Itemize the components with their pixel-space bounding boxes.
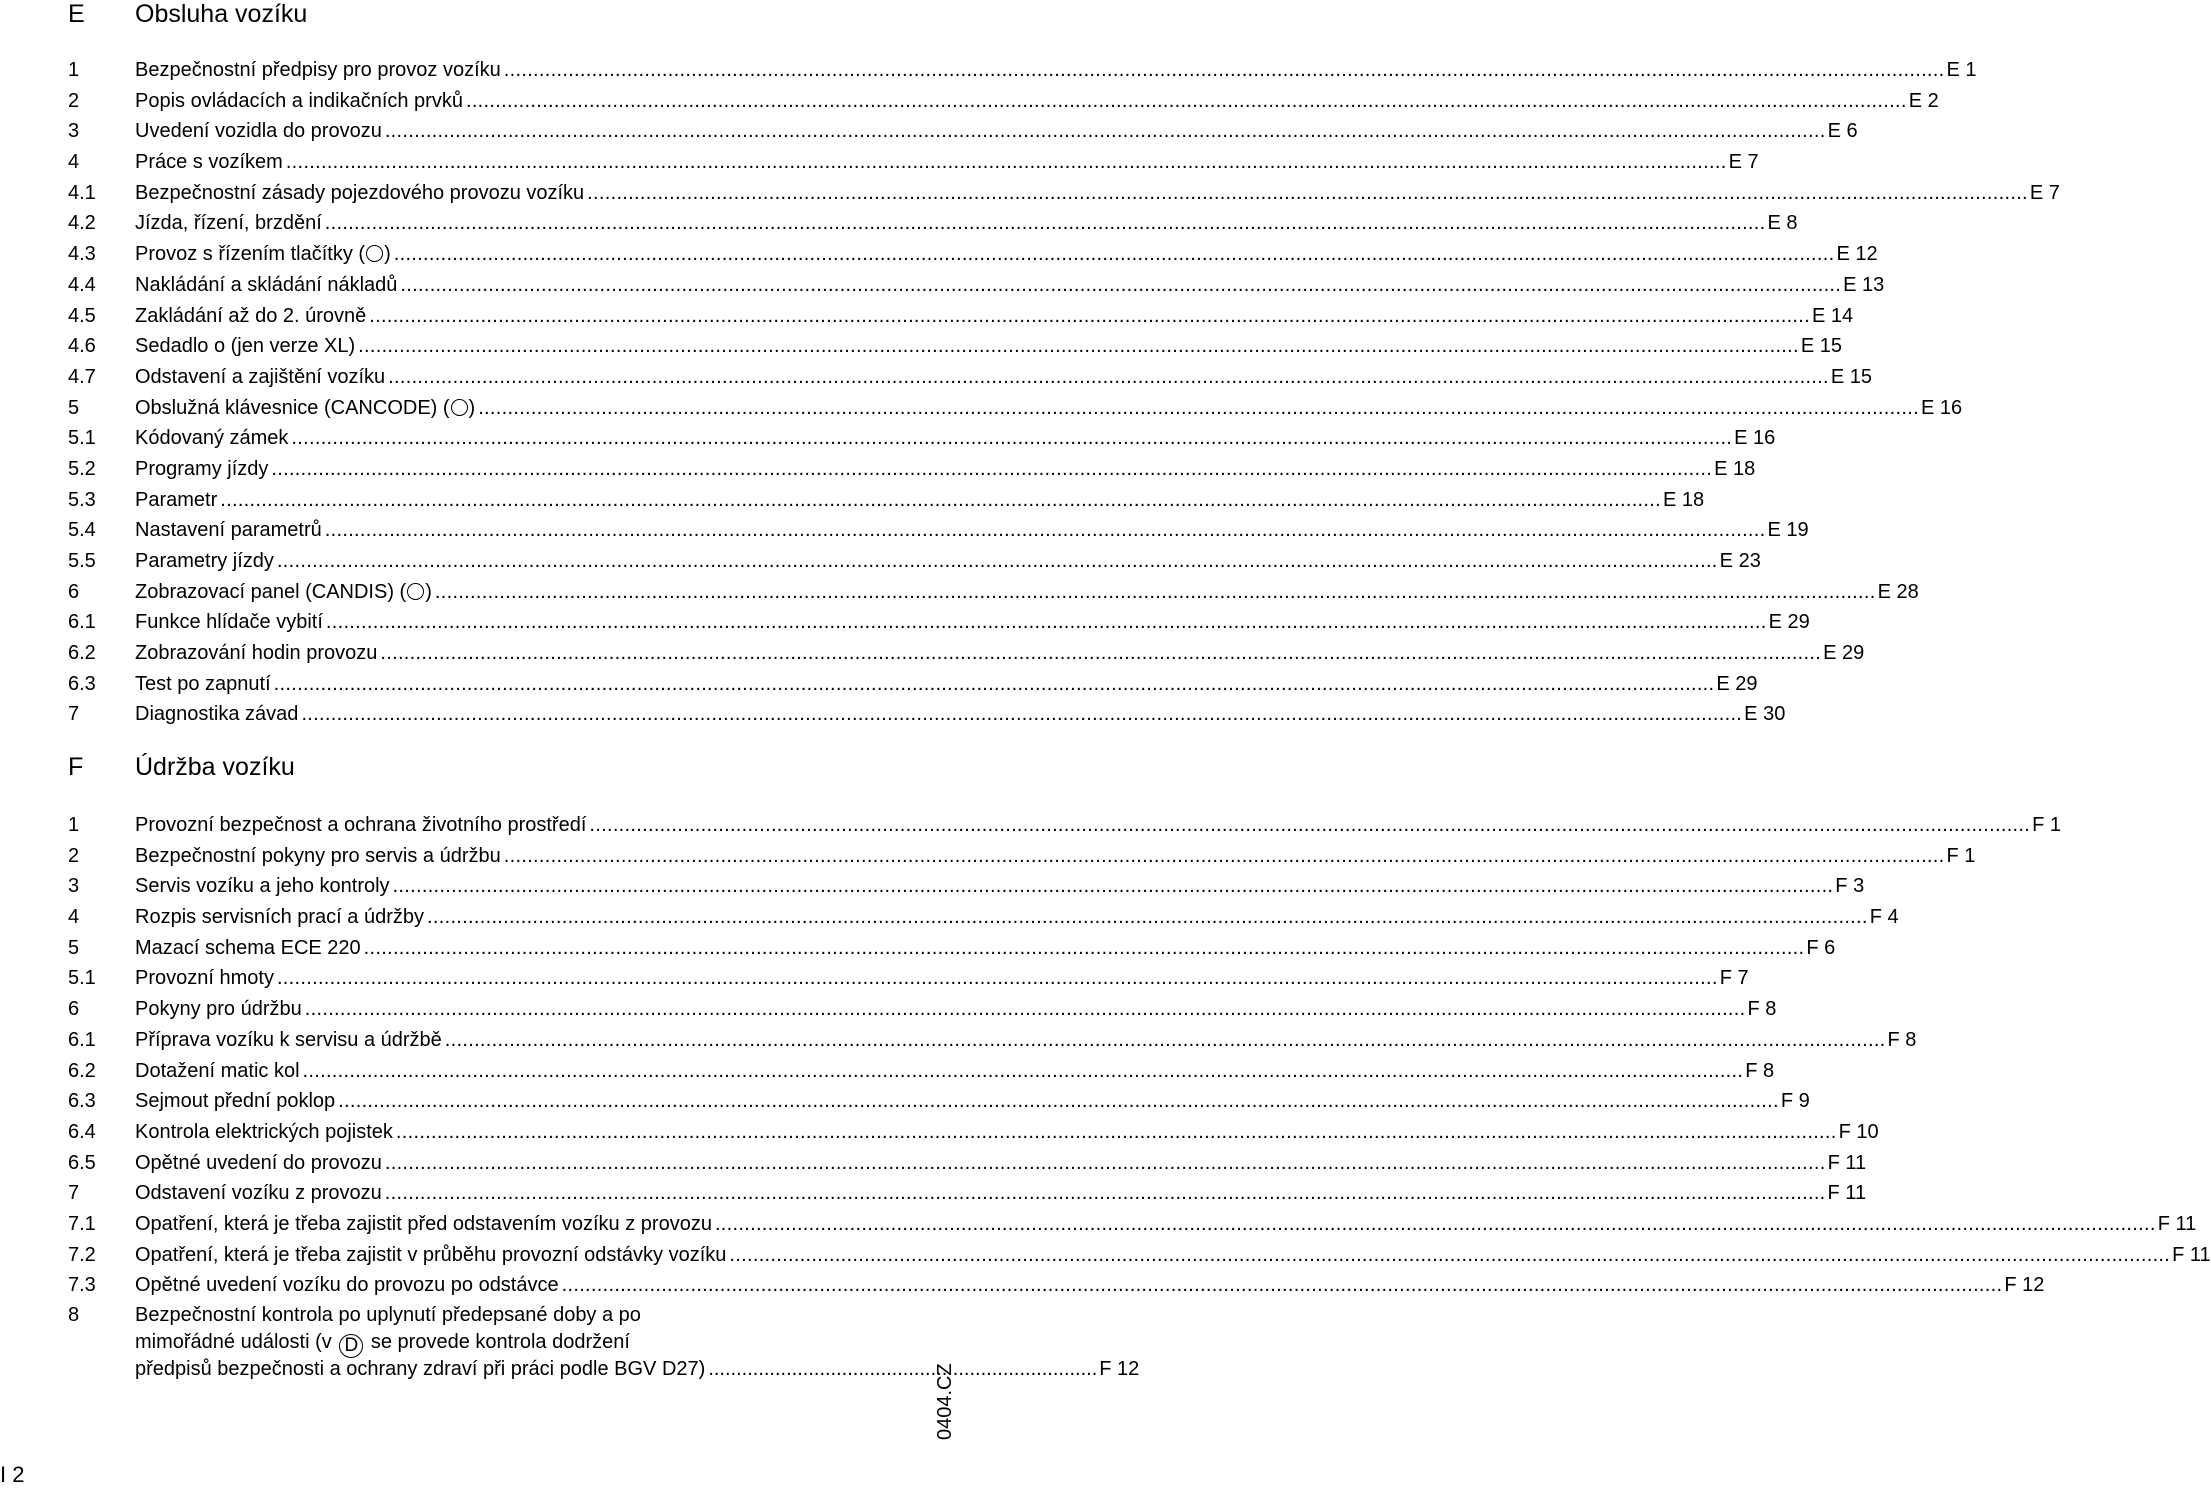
toc-entry-page: F 11 xyxy=(1827,1151,1867,1174)
toc-entry[interactable] xyxy=(68,810,2062,841)
dot-leader xyxy=(277,963,1718,993)
toc-entry-number: 5 xyxy=(68,396,80,419)
toc-entry-label: Diagnostika závad xyxy=(135,703,299,726)
toc-entry[interactable] xyxy=(68,116,1858,147)
toc-entry-number: 7.3 xyxy=(68,1274,96,1297)
toc-entry[interactable] xyxy=(68,994,1777,1025)
toc-entry[interactable] xyxy=(68,1086,1810,1117)
toc-entry-label: Příprava vozíku k servisu a údržbě xyxy=(135,1028,442,1051)
toc-entry[interactable] xyxy=(68,546,1761,577)
page-number: I 2 xyxy=(0,1462,25,1487)
section-e-letter: E xyxy=(68,0,85,28)
dot-leader xyxy=(587,178,2028,208)
dot-leader xyxy=(364,933,1805,963)
toc-entry-label: Sejmout přední poklop xyxy=(135,1090,336,1113)
toc-entry-page: E 8 xyxy=(1767,212,1798,235)
dot-leader xyxy=(504,55,1945,85)
toc-entry-number: 6.1 xyxy=(68,611,96,634)
dot-leader xyxy=(325,515,1766,545)
toc-entry-number: 1 xyxy=(68,59,80,81)
toc-entry-page: E 1 xyxy=(1946,59,1977,81)
dot-leader xyxy=(303,1056,1744,1086)
section-f-title: Údržba vozíku xyxy=(135,753,295,781)
toc-entry-number: 5.5 xyxy=(68,550,96,572)
toc-entry-page: F 11 xyxy=(2172,1243,2211,1266)
circle-option-icon xyxy=(366,245,383,262)
dot-leader xyxy=(445,1025,1886,1055)
toc-entry[interactable] xyxy=(68,638,1865,669)
circle-option-icon xyxy=(407,583,424,600)
toc-entry-label: Práce s vozíkem xyxy=(135,151,283,174)
dot-leader xyxy=(385,116,1826,146)
toc-entry-label: Provoz s řízením tlačítky ( ) xyxy=(135,243,391,266)
toc-entry-page: E 7 xyxy=(1728,151,1759,174)
toc-entry-label: Opětné uvedení vozíku do provozu po odstávce xyxy=(135,1274,559,1297)
toc-entry-number: 5.1 xyxy=(68,427,96,450)
toc-entry-number: 4.3 xyxy=(68,243,96,266)
toc-entry-page: F 12 xyxy=(1099,1358,1140,1380)
toc-entry-label: Opětné uvedení do provozu xyxy=(135,1151,382,1174)
dot-leader xyxy=(358,331,1799,361)
toc-entry-label: Servis vozíku a jeho kontroly xyxy=(135,875,390,898)
toc-entry[interactable] xyxy=(68,1025,1917,1056)
toc-entry[interactable] xyxy=(68,841,1976,872)
toc-entry[interactable] xyxy=(68,270,1885,301)
toc-entry[interactable] xyxy=(68,485,1705,516)
toc-entry-number: 6.1 xyxy=(68,1028,96,1051)
dot-leader xyxy=(369,301,1810,331)
toc-entry-label: Provozní bezpečnost a ochrana životního prostředí xyxy=(135,814,587,836)
toc-entry-number: 7 xyxy=(68,703,80,726)
dot-leader xyxy=(562,1270,2003,1300)
toc-entry[interactable] xyxy=(68,454,1756,485)
toc-entry-label: Programy jízdy xyxy=(135,457,269,480)
toc-entry-label: Zakládání až do 2. úrovně xyxy=(135,304,367,327)
toc-entry-page: F 12 xyxy=(2004,1274,2045,1297)
toc-entry-page: E 18 xyxy=(1662,488,1705,511)
toc-entry-label: Nakládání a skládání nákladů xyxy=(135,273,398,296)
toc-entry-page: F 1 xyxy=(2032,814,2062,836)
dot-leader xyxy=(277,546,1718,576)
toc-entry-number: 1 xyxy=(68,814,80,836)
toc-entry[interactable] xyxy=(68,963,1749,994)
toc-entry-label: Kontrola elektrických pojistek xyxy=(135,1120,393,1143)
toc-entry-page: E 16 xyxy=(1734,427,1776,450)
section-f-letter: F xyxy=(68,753,84,781)
toc-entry-page: F 6 xyxy=(1806,936,1836,959)
toc-entry-number: 4.7 xyxy=(68,365,96,388)
toc-entry[interactable] xyxy=(68,669,1758,700)
dot-leader xyxy=(338,1086,1779,1116)
toc-entry-label: Test po zapnutí xyxy=(135,672,271,695)
dot-leader xyxy=(301,699,1742,729)
toc-entry[interactable] xyxy=(68,1148,1867,1179)
dot-leader xyxy=(274,669,1715,699)
dot-leader xyxy=(305,994,1746,1024)
toc-entry-number: 4.6 xyxy=(68,335,96,358)
toc-entry-label: Kódovaný zámek xyxy=(135,427,289,450)
toc-entry-page: F 7 xyxy=(1719,967,1749,990)
dot-leader xyxy=(326,607,1767,637)
toc-entry-line-3: předpisů bezpečnosti a ochrany zdraví při práci podle BGV D27) ...................................................................... F 12 xyxy=(135,1356,886,1383)
toc-entry-page: E 13 xyxy=(1843,273,1885,296)
dot-leader: ...................................................................... xyxy=(708,1358,1098,1380)
circle-option-icon xyxy=(451,399,468,416)
toc-entry-number: 7.1 xyxy=(68,1212,96,1235)
toc-entry-number: 6.3 xyxy=(68,672,96,695)
toc-entry-page: E 30 xyxy=(1744,703,1786,726)
toc-entry-label: Jízda, řízení, brzdění xyxy=(135,212,322,235)
toc-entry-label: Odstavení vozíku z provozu xyxy=(135,1182,382,1205)
document-code: 0404.CZ xyxy=(934,1363,956,1440)
toc-entry-page: E 14 xyxy=(1812,304,1854,327)
toc-entry-number: 4.2 xyxy=(68,212,96,235)
toc-entry-label: Opatření, která je třeba zajistit před odstavením vozíku z provozu xyxy=(135,1212,712,1235)
toc-entry-label: Obslužná klávesnice (CANCODE) ( ) xyxy=(135,396,476,419)
toc-entry-number: 8 xyxy=(68,1304,80,1326)
toc-entry-label: Parametry jízdy xyxy=(135,550,274,572)
toc-entry-number: 5.1 xyxy=(68,967,96,990)
section-e-title: Obsluha vozíku xyxy=(135,0,308,28)
toc-entry-number: 6.2 xyxy=(68,1059,96,1082)
toc-entry-number: 3 xyxy=(68,120,80,143)
toc-entry[interactable] xyxy=(68,577,1919,608)
dot-leader xyxy=(325,208,1766,238)
toc-entry-label: Opatření, která je třeba zajistit v průběhu provozní odstávky vozíku xyxy=(135,1243,727,1266)
toc-entry-page: E 2 xyxy=(1908,89,1939,112)
toc-entry-label: Popis ovládacích a indikačních prvků xyxy=(135,89,463,112)
toc-entry[interactable] xyxy=(68,147,1759,178)
circled-d-icon: D xyxy=(339,1334,363,1358)
toc-entry-number: 5 xyxy=(68,936,80,959)
toc-entry-number: 4.4 xyxy=(68,273,96,296)
toc-entry-label: Nastavení parametrů xyxy=(135,519,322,542)
toc-entry-number: 5.3 xyxy=(68,488,96,511)
toc-entry-number: 6 xyxy=(68,580,80,603)
toc-entry-number: 4.5 xyxy=(68,304,96,327)
toc-entry-page: E 29 xyxy=(1768,611,1810,634)
toc-entry-line-2: mimořádné události (v D se provede kontrola dodržení xyxy=(135,1331,630,1356)
toc-entry-page: F 11 xyxy=(1827,1182,1867,1205)
toc-entry-page: E 15 xyxy=(1830,365,1873,388)
toc-entry[interactable] xyxy=(68,239,1878,270)
toc-entry-label: Zobrazování hodin provozu xyxy=(135,642,378,665)
toc-entry-number: 4 xyxy=(68,151,80,174)
toc-entry[interactable] xyxy=(68,933,1836,964)
dot-leader xyxy=(427,902,1868,932)
toc-entry-line-1: Bezpečnostní kontrola po uplynutí předepsané doby a po xyxy=(135,1304,641,1326)
toc-entry[interactable] xyxy=(68,902,1899,933)
toc-entry-page: F 8 xyxy=(1887,1028,1917,1051)
toc-entry-number: 2 xyxy=(68,844,80,867)
section-f-entries xyxy=(68,810,2211,1301)
toc-entry-number: 7 xyxy=(68,1182,80,1205)
dot-leader xyxy=(291,423,1732,453)
toc-entry[interactable] xyxy=(68,208,1798,239)
toc-entry-label: Sedadlo o (jen verze XL) xyxy=(135,335,356,358)
toc-entry-page: F 8 xyxy=(1745,1059,1775,1082)
toc-entry[interactable] xyxy=(68,1209,2197,1240)
section-e-entries xyxy=(68,55,2060,730)
dot-leader xyxy=(400,270,1841,300)
toc-entry-number: 6.2 xyxy=(68,642,96,665)
toc-entry-page: F 9 xyxy=(1780,1090,1810,1113)
toc-entry[interactable] xyxy=(68,699,1786,730)
toc-entry-page: E 16 xyxy=(1920,396,1963,419)
toc-entry-page: E 23 xyxy=(1719,550,1761,572)
toc-entry-number: 4.1 xyxy=(68,181,96,204)
dot-leader xyxy=(466,86,1907,116)
dot-leader xyxy=(220,485,1661,515)
dot-leader xyxy=(396,1117,1837,1147)
toc-entry-label: Odstavení a zajištění vozíku xyxy=(135,365,386,388)
dot-leader xyxy=(388,362,1829,392)
toc-entry-page: E 29 xyxy=(1716,672,1758,695)
dot-leader xyxy=(286,147,1727,177)
toc-entry[interactable] xyxy=(68,301,1854,332)
dot-leader xyxy=(385,1178,1826,1208)
toc-entry-page: F 11 xyxy=(2157,1212,2197,1235)
toc-entry-number: 7.2 xyxy=(68,1243,96,1266)
dot-leader xyxy=(435,577,1876,607)
toc-entry-label: Dotažení matic kol xyxy=(135,1059,300,1082)
toc-entry-number: 2 xyxy=(68,89,80,112)
toc-entry-page: F 10 xyxy=(1838,1120,1879,1143)
toc-entry-page: E 6 xyxy=(1827,120,1858,143)
toc-entry-label: Bezpečnostní pokyny pro servis a údržbu xyxy=(135,844,501,867)
dot-leader xyxy=(478,393,1919,423)
toc-entry-page: E 7 xyxy=(2029,181,2060,204)
toc-entry[interactable] xyxy=(68,362,1873,393)
dot-leader xyxy=(589,810,2030,840)
toc-entry-number: 6.5 xyxy=(68,1151,96,1174)
toc-entry-number: 5.2 xyxy=(68,457,96,480)
toc-entry-page: E 18 xyxy=(1714,457,1756,480)
toc-entry-number: 4 xyxy=(68,906,80,929)
toc-entry[interactable] xyxy=(68,1240,2211,1271)
toc-entry-label: Pokyny pro údržbu xyxy=(135,998,302,1021)
toc-entry[interactable] xyxy=(68,423,1776,454)
toc-entry[interactable] xyxy=(68,55,1977,86)
toc-entry-label: Funkce hlídače vybití xyxy=(135,611,323,634)
toc-entry[interactable] xyxy=(68,178,2060,209)
toc-entry[interactable] xyxy=(68,607,1810,638)
toc-entry[interactable] xyxy=(68,1056,1775,1087)
toc-entry[interactable] xyxy=(68,1117,1879,1148)
toc-entry-number: 6.3 xyxy=(68,1090,96,1113)
toc-entry-label: Parametr xyxy=(135,488,218,511)
dot-leader xyxy=(393,871,1834,901)
toc-entry-label: Mazací schema ECE 220 xyxy=(135,936,361,959)
toc-entry-label: Bezpečnostní zásady pojezdového provozu vozíku xyxy=(135,181,585,204)
toc-entry-page: F 4 xyxy=(1869,906,1899,929)
toc-entry-label: Bezpečnostní předpisy pro provoz vozíku xyxy=(135,59,501,81)
toc-entry-page: E 19 xyxy=(1767,519,1809,542)
toc-entry[interactable] xyxy=(68,515,1809,546)
toc-entry[interactable] xyxy=(68,871,1865,902)
toc-entry-number: 6.4 xyxy=(68,1120,96,1143)
toc-entry[interactable] xyxy=(68,86,1939,117)
toc-entry[interactable] xyxy=(68,393,1963,424)
dot-leader xyxy=(504,841,1945,871)
toc-entry[interactable] xyxy=(68,331,1843,362)
toc-entry-label: Zobrazovací panel (CANDIS) ( ) xyxy=(135,580,432,603)
toc-entry-page: F 1 xyxy=(1946,844,1976,867)
toc-entry-number: 3 xyxy=(68,875,80,898)
toc-entry-page: E 15 xyxy=(1800,335,1843,358)
dot-leader xyxy=(729,1240,2170,1270)
toc-entry[interactable] xyxy=(68,1178,1867,1209)
dot-leader xyxy=(385,1148,1826,1178)
toc-entry-page: E 28 xyxy=(1877,580,1919,603)
toc-entry-page: F 8 xyxy=(1747,998,1777,1021)
toc-entry-label: Rozpis servisních prací a údržby xyxy=(135,906,425,929)
dot-leader xyxy=(394,239,1835,269)
toc-entry-number: 6 xyxy=(68,998,80,1021)
dot-leader xyxy=(271,454,1712,484)
toc-entry-label: Provozní hmoty xyxy=(135,967,274,990)
toc-entry-label: Uvedení vozidla do provozu xyxy=(135,120,382,143)
dot-leader xyxy=(715,1209,2156,1239)
dot-leader xyxy=(380,638,1821,668)
toc-entry-page: F 3 xyxy=(1835,875,1865,898)
toc-entry-page: E 29 xyxy=(1823,642,1865,665)
toc-entry-number: 5.4 xyxy=(68,519,96,542)
toc-entry[interactable] xyxy=(68,1270,2045,1301)
toc-entry-page: E 12 xyxy=(1836,243,1878,266)
